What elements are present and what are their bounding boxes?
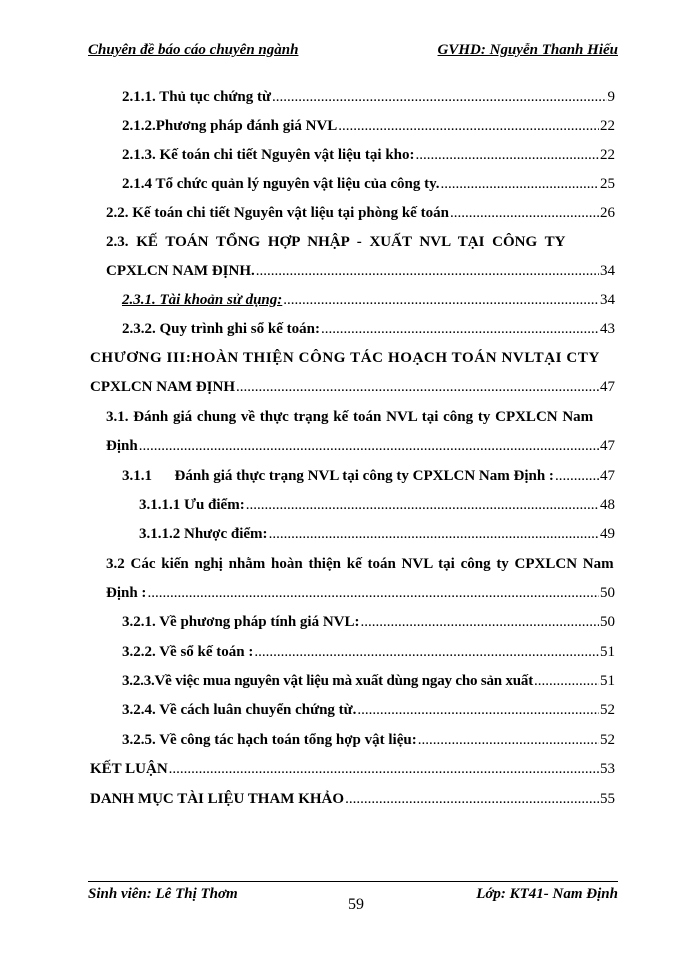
toc-entry-page: 47	[600, 468, 615, 484]
toc-leader-dots	[139, 438, 599, 455]
toc-entry-page: 48	[600, 497, 615, 513]
toc-entry-title: 3.2.1. Về phương pháp tính giá NVL:	[122, 614, 360, 630]
toc-entry-title: Định :	[106, 585, 147, 601]
toc-entry-title: CPXLCN NAM ĐỊNH	[90, 379, 235, 395]
toc-leader-dots	[283, 292, 599, 309]
toc-leader-dots	[416, 147, 600, 164]
toc-entry-title-line1-text: 2.3. KẾ TOÁN TỔNG HỢP NHẬP - XUẤT NVL TẠI CÔNG TY	[106, 234, 566, 250]
toc-entry-title-line1	[106, 409, 615, 426]
toc-entry	[139, 497, 615, 514]
footer-student: Sinh viên: Lê Thị Thơm	[88, 886, 238, 902]
toc-entry	[122, 673, 615, 690]
toc-entry-title: Định	[106, 438, 138, 454]
toc-entry-page: 22	[600, 147, 615, 163]
toc-entry-page: 43	[600, 321, 615, 337]
toc-entry	[139, 526, 615, 543]
toc-leader-dots	[338, 118, 599, 135]
header-right-supervisor: GVHD: Nguyễn Thanh Hiếu	[437, 42, 618, 58]
toc-entry-title: 2.2. Kế toán chi tiết Nguyên vật liệu tại phòng kế toán	[106, 205, 449, 221]
toc-entry	[122, 614, 615, 631]
toc-entry-page: 55	[600, 791, 615, 807]
toc-entry-title: DANH MỤC TÀI LIỆU THAM KHẢO	[90, 791, 345, 807]
toc-entry-page: 22	[600, 118, 615, 134]
toc-entry-page: 50	[600, 585, 615, 601]
toc-leader-dots	[555, 468, 599, 485]
toc-leader-dots	[169, 761, 599, 778]
toc-entry-page: 49	[600, 526, 615, 542]
toc-entry-title: 3.1.1.1 Ưu điểm:	[139, 497, 245, 513]
toc-entry-title: 2.3.2. Quy trình ghi sổ kế toán:	[122, 321, 320, 337]
toc-leader-dots	[246, 497, 599, 514]
toc-entry-title: KẾT LUẬN	[90, 761, 168, 777]
toc-entry-title: 3.1.1 Đánh giá thực trạng NVL tại công ty CPXLCN Nam Định :	[122, 468, 554, 484]
toc-entry-page: 34	[600, 263, 615, 279]
toc-leader-dots	[272, 89, 606, 106]
toc-leader-dots	[147, 585, 599, 602]
toc-leader-dots	[361, 614, 599, 631]
toc-entry	[122, 732, 615, 749]
toc-entry-page: 52	[600, 732, 615, 748]
toc-leader-dots	[441, 176, 599, 193]
page-header	[88, 42, 618, 64]
toc-entry-page: 51	[600, 673, 615, 689]
toc-entry-title: 3.2.3.Về việc mua nguyên vật liệu mà xuất dùng ngay cho sản xuất	[122, 673, 533, 689]
toc-entry-title: 2.1.1. Thủ tục chứng từ	[122, 89, 272, 105]
toc-entry-title-line1-text: CHƯƠNG III:HOÀN THIỆN CÔNG TÁC HOẠCH TOÁN NVLTẠI CTY	[90, 350, 600, 366]
toc-leader-dots	[418, 732, 599, 749]
toc-entry-page: 34	[600, 292, 615, 308]
toc-entry	[122, 292, 615, 309]
toc-leader-dots	[534, 673, 599, 690]
page-number: 59	[348, 896, 364, 913]
toc-entry-title-line1	[90, 350, 615, 367]
toc-entry	[106, 205, 615, 222]
toc-entry-title: 3.1.1.2 Nhược điểm:	[139, 526, 268, 542]
toc-entry-page: 47	[600, 379, 615, 395]
toc-entry-page: 47	[600, 438, 615, 454]
toc-leader-dots	[321, 321, 599, 338]
toc-entry-title-line1	[106, 556, 615, 573]
toc-entry	[90, 761, 615, 778]
toc-leader-dots	[256, 263, 599, 280]
toc-entry-title: 3.2.5. Về công tác hạch toán tổng hợp vật liệu:	[122, 732, 417, 748]
toc-entry-title-line1	[106, 234, 615, 251]
toc-entry	[122, 147, 615, 164]
toc-entry-page: 50	[600, 614, 615, 630]
toc-entry	[106, 438, 615, 455]
toc-entry-page: 53	[600, 761, 615, 777]
toc-entry-title: 2.1.3. Kế toán chi tiết Nguyên vật liệu tại kho:	[122, 147, 415, 163]
toc-entry-title: 2.1.4 Tổ chức quản lý nguyên vật liệu của công ty.	[122, 176, 440, 192]
toc-entry-title: 3.2.2. Về sổ kế toán :	[122, 644, 254, 660]
page-footer	[88, 886, 618, 913]
toc-entry	[90, 379, 615, 396]
toc-leader-dots	[450, 205, 599, 222]
toc-entry	[90, 791, 615, 808]
toc-entry	[122, 702, 615, 719]
footer-class: Lớp: KT41- Nam Định	[476, 886, 618, 902]
toc-entry-page: 52	[600, 702, 615, 718]
footer-rule	[88, 881, 618, 882]
toc-leader-dots	[254, 644, 599, 661]
toc-entry-title: 3.2.4. Về cách luân chuyển chứng từ.	[122, 702, 357, 718]
toc-entry-page: 9	[607, 89, 615, 105]
toc-entry	[122, 176, 615, 193]
toc-entry	[122, 89, 615, 106]
toc-entry-page: 51	[600, 644, 615, 660]
toc-entry-page: 25	[600, 176, 615, 192]
toc-entry-title-line1-text: 3.2 Các kiến nghị nhằm hoàn thiện kế toán NVL tại công ty CPXLCN Nam	[106, 556, 614, 572]
toc-entry-page: 26	[600, 205, 615, 221]
toc-entry	[122, 468, 615, 485]
toc-entry	[106, 263, 615, 280]
toc-entry-title: 2.3.1. Tài khoản sử dụng:	[122, 292, 283, 308]
toc-entry-title-line1-text: 3.1. Đánh giá chung về thực trạng kế toán NVL tại công ty CPXLCN Nam	[106, 409, 594, 425]
toc-entry-title: 2.1.2.Phương pháp đánh giá NVL	[122, 118, 338, 134]
toc-leader-dots	[236, 379, 599, 396]
toc-leader-dots	[345, 791, 599, 808]
toc-leader-dots	[269, 526, 599, 543]
toc-entry	[122, 118, 615, 135]
header-left-title: Chuyên đề báo cáo chuyên ngành	[88, 42, 299, 58]
toc-entry	[122, 644, 615, 661]
toc-entry-title: CPXLCN NAM ĐỊNH.	[106, 263, 255, 279]
toc-entry	[106, 585, 615, 602]
toc-leader-dots	[357, 702, 599, 719]
toc-entry	[122, 321, 615, 338]
